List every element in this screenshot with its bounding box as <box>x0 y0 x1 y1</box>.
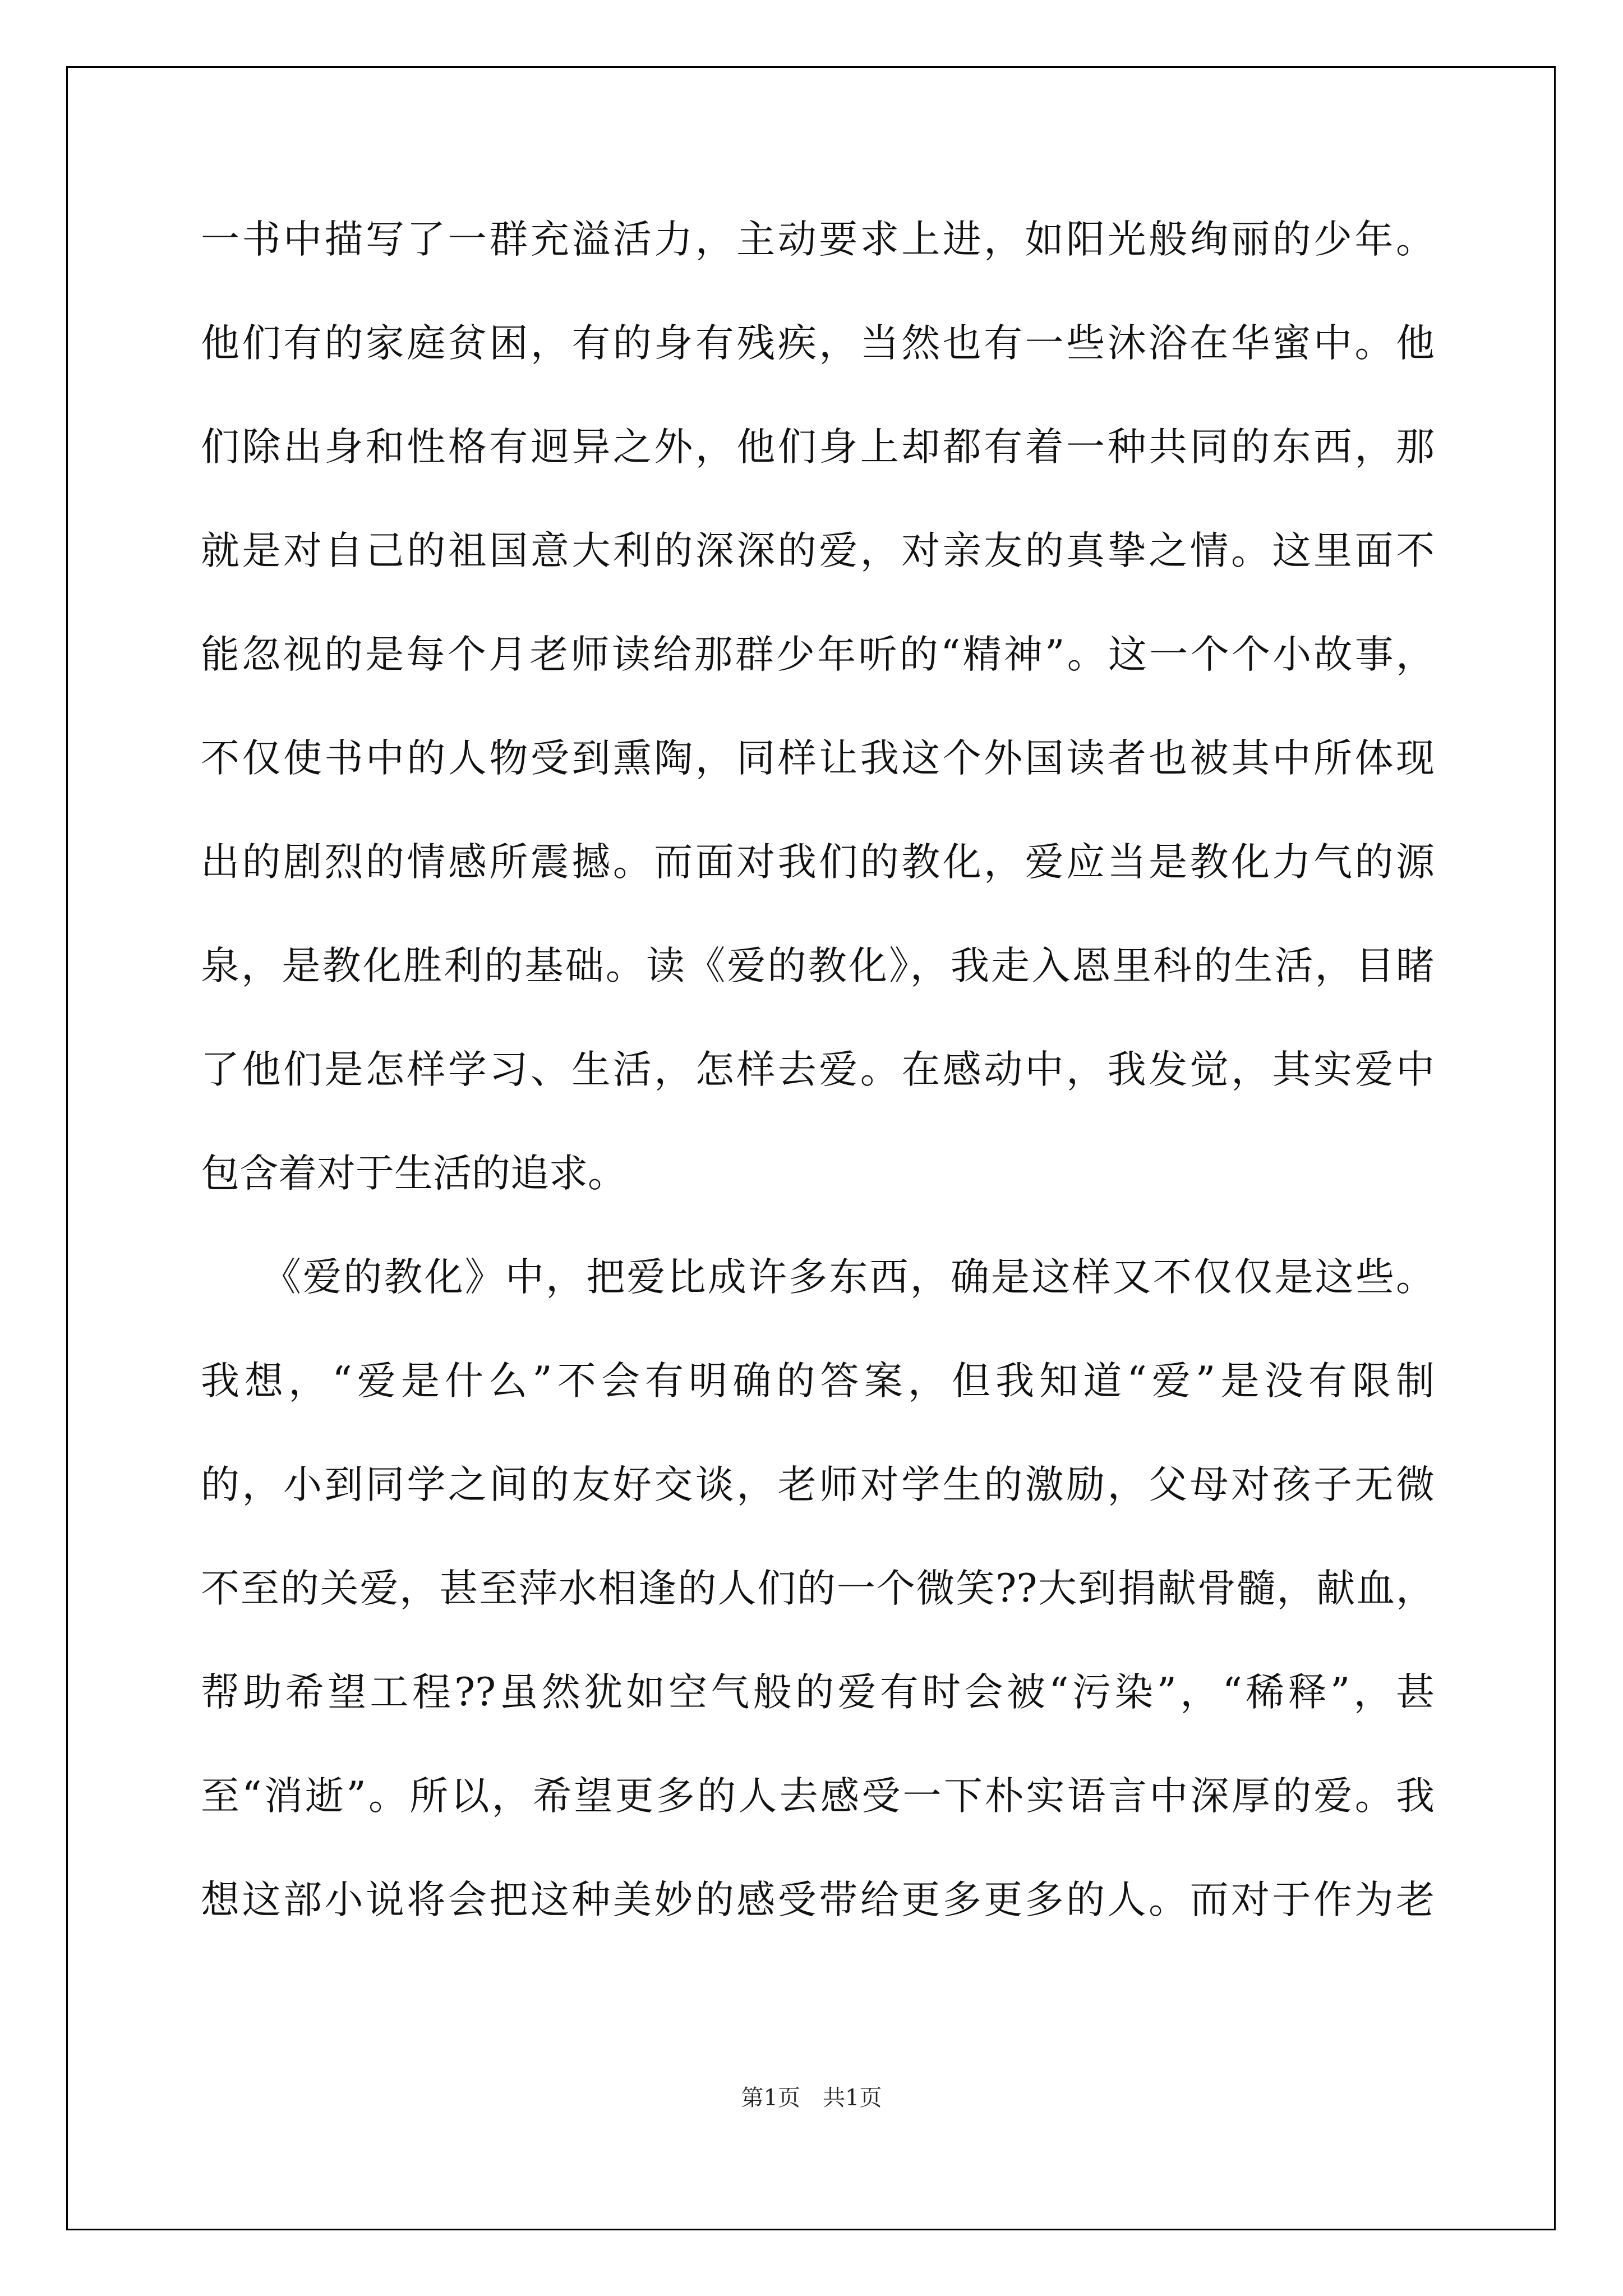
page-footer <box>0 2080 1623 2112</box>
text-line: 帮助希望工程??虽然犹如空气般的爱有时会被“污染”，“稀释”，甚 <box>201 1670 1435 1715</box>
text-line: 不至的关爱，甚至萍水相逢的人们的一个微笑??大到捐献骨髓，献血， <box>201 1566 1435 1611</box>
page-number: 第1页 <box>741 2085 800 2111</box>
text-line: 《爱的教化》中，把爱比成许多东西，确是这样又不仅仅是这些。 <box>201 1255 1435 1300</box>
text-line: 出的剧烈的情感所震撼。而面对我们的教化，爱应当是教化力气的源 <box>201 840 1435 885</box>
text-line: 我想，“爱是什么”不会有明确的答案，但我知道“爱”是没有限制 <box>201 1359 1435 1404</box>
text-line: 不仅使书中的人物受到熏陶，同样让我这个外国读者也被其中所体现 <box>201 736 1435 781</box>
text-line: 至“消逝”。所以，希望更多的人去感受一下朴实语言中深厚的爱。我 <box>201 1774 1435 1819</box>
document-body <box>201 205 1435 1970</box>
text-line: 泉，是教化胜利的基础。读《爱的教化》，我走入恩里科的生活，目睹 <box>201 944 1435 988</box>
text-line: 一书中描写了一群充溢活力，主动要求上进，如阳光般绚丽的少年。 <box>201 217 1435 262</box>
text-line: 想这部小说将会把这种美妙的感受带给更多更多的人。而对于作为老 <box>201 1878 1435 1922</box>
page-total: 共1页 <box>823 2085 882 2111</box>
text-line: 们除出身和性格有迥异之外，他们身上却都有着一种共同的东西，那 <box>201 425 1435 470</box>
text-line: 包含着对于生活的追求。 <box>201 1151 626 1196</box>
text-line: 就是对自己的祖国意大利的深深的爱，对亲友的真挚之情。这里面不 <box>201 528 1435 573</box>
text-line: 了他们是怎样学习、生活，怎样去爱。在感动中，我发觉，其实爱中 <box>201 1047 1435 1092</box>
text-line: 能忽视的是每个月老师读给那群少年听的“精神”。这一个个小故事， <box>201 632 1435 677</box>
text-line: 的，小到同学之间的友好交谈，老师对学生的激励，父母对孩子无微 <box>201 1462 1435 1507</box>
text-line: 他们有的家庭贫困，有的身有残疾，当然也有一些沐浴在华蜜中。他 <box>201 321 1435 366</box>
